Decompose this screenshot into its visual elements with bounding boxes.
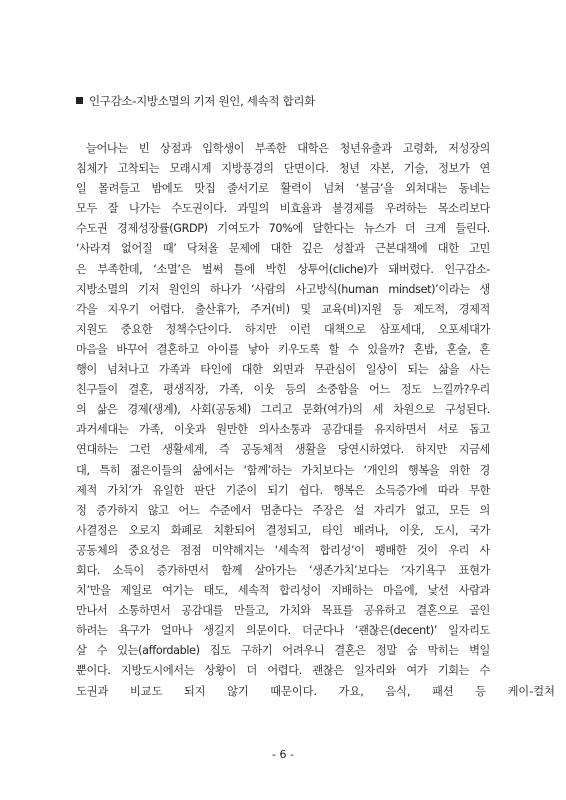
body-line: 행이 넘쳐나고 가족과 타인에 대한 외면과 무관심이 일상이 되는 삶을 사는: [76, 363, 490, 377]
section-heading: [76, 93, 315, 109]
body-line: 뿐이다. 지방도시에서는 상황이 더 어렵다. 괜찮은 일자리와 여가 기회는 수: [76, 664, 490, 678]
body-line: 살 수 있는(affordable) 집도 구하기 어려우니 결혼은 정말 숨 막히는 벽일: [76, 644, 490, 658]
section-heading-text: 인구감소-지방소멸의 기저 원인, 세속적 합리화: [89, 94, 315, 108]
body-line: 만나서 소통하면서 공감대를 만들고, 가치와 목표를 공유하고 결혼으로 골인: [76, 604, 490, 618]
body-line: 침체가 고착되는 모래시계 지방풍경의 단면이다. 청년 자본, 기술, 정보가 연: [76, 162, 490, 176]
body-line: 하려는 욕구가 얼마나 생길지 의문이다. 더군다나 ‘괜찮은(decent)’ 일자리도: [76, 624, 490, 638]
body-line: 수도권 경제성장률(GRDP) 기여도가 70%에 달한다는 뉴스가 더 크게 들린다.: [76, 222, 490, 236]
body-line: 제적 가치’가 유일한 판단 기준이 되기 쉽다. 행복은 소득증가에 따라 무한: [76, 483, 490, 497]
page-number: - 6 -: [272, 748, 294, 761]
body-line: 회다. 소득이 증가하면서 함께 살아가는 ‘생존가치’보다는 ‘자기욕구 표현가: [76, 563, 490, 577]
body-line: 의 삶은 경제(생계), 사회(공동체) 그리고 문화(여가)의 세 차원으로 구성된다.: [76, 403, 490, 417]
body-line: 지방소멸의 기저 원인의 하나가 ‘사람의 사고방식(human mindset)’이라는 생: [76, 282, 490, 296]
body-line: 과거세대는 가족, 이웃과 원만한 의사소통과 공감대를 유지하면서 서로 돕고: [76, 423, 490, 437]
body-line: 각을 지우기 어렵다. 출산휴가, 주거(비) 및 교육(비)지원 등 제도적, 경제적: [76, 302, 490, 316]
body-line: 늘어나는 빈 상점과 입학생이 부족한 대학은 청년유출과 고령화, 저성장의: [86, 142, 490, 155]
square-bullet-icon: [76, 97, 83, 104]
body-line: 지원도 중요한 정책수단이다. 하지만 이런 대책으로 삼포세대, 오포세대가: [76, 322, 490, 336]
body-line: ‘사라져 없어질 때’ 닥쳐올 문제에 대한 깊은 성찰과 근본대책에 대한 고민: [76, 242, 490, 256]
body-line: 공동체의 중요성은 점점 미약해지는 ‘세속적 합리성’이 팽배한 것이 우리 사: [76, 543, 490, 557]
body-line: 정 증가하지 않고 어느 수준에서 멈춘다는 주장은 설 자리가 없고, 모든 의: [76, 503, 490, 517]
body-line: 친구들이 결혼, 평생직장, 가족, 이웃 등의 소중함을 어느 정도 느낄까?우리: [76, 383, 490, 397]
body-line: 대, 특히 젊은이들의 삶에서는 ‘함께’하는 가치보다는 ‘개인의 행복을 위한 경: [76, 463, 490, 477]
body-line: 사결정은 오로지 화폐로 치환되어 결정되고, 타인 배려나, 이웃, 도시, 국가: [76, 523, 490, 537]
body-line: 치’만을 제일로 여기는 태도, 세속적 합리성이 지배하는 마음에, 낯선 사람과: [76, 584, 490, 598]
body-line: 연대하는 그런 생활세계, 즉 공동체적 생활을 당연시하였다. 하지만 지금세: [76, 443, 490, 457]
body-line: 도권과 비교도 되지 않기 때문이다. 가요, 음식, 패션 등 케이-컬쳐: [76, 684, 555, 698]
body-text: [76, 139, 555, 702]
body-line: 모두 잘 나가는 수도권이다. 과밀의 비효율과 불경제를 우려하는 목소리보다: [76, 202, 490, 216]
body-line: 마음을 바꾸어 결혼하고 아이를 낳아 키우도록 할 수 있을까? 혼밥, 혼술, 혼: [76, 342, 490, 356]
body-line: 일 몰려들고 밤에도 맛집 줄서기로 활력이 넘쳐 ‘불금’을 외쳐대는 동네는: [76, 182, 490, 196]
body-line: 은 부족한데, ‘소멸’은 벌써 틀에 박힌 상투어(cliche)가 돼버렸다. 인구감소-: [76, 262, 490, 276]
